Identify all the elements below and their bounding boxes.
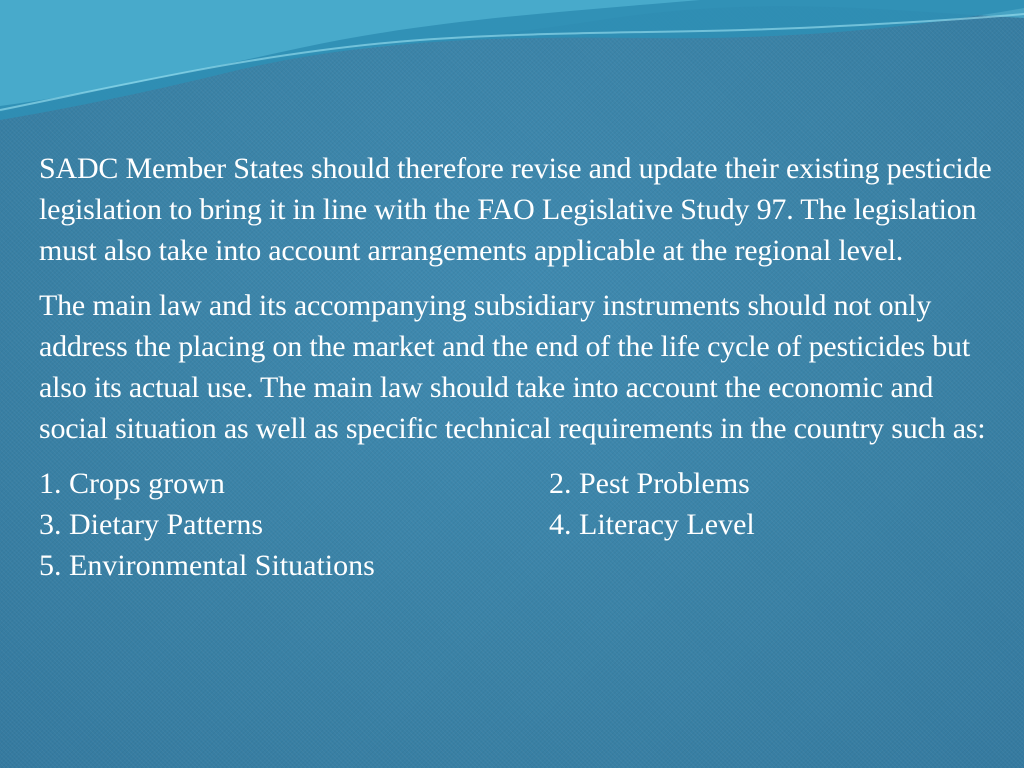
paragraph-2: The main law and its accompanying subsidiary instruments should not only address the placing on the market and the end of the life cycle of pesticides but also its actual use. The main law should take into account the economic and social situation as well as specific technical requirements in the country such as:: [39, 289, 986, 445]
paragraph-1: SADC Member States should therefore revise and update their existing pesticide legislation to bring it in line with the FAO Legislative Study 97. The legislation must also take into account arrangements applicable at the regional level.: [39, 152, 992, 267]
slide-content: [39, 148, 999, 586]
list-item: 1. Crops grown: [39, 467, 225, 500]
list-item: 3. Dietary Patterns: [39, 508, 264, 541]
list-item: 5. Environmental Situations: [39, 549, 375, 582]
list-item: 2. Pest Problems: [549, 467, 750, 500]
requirements-list: [39, 463, 999, 586]
decorative-wave: [0, 0, 1024, 140]
list-item: 4. Literacy Level: [549, 508, 755, 541]
